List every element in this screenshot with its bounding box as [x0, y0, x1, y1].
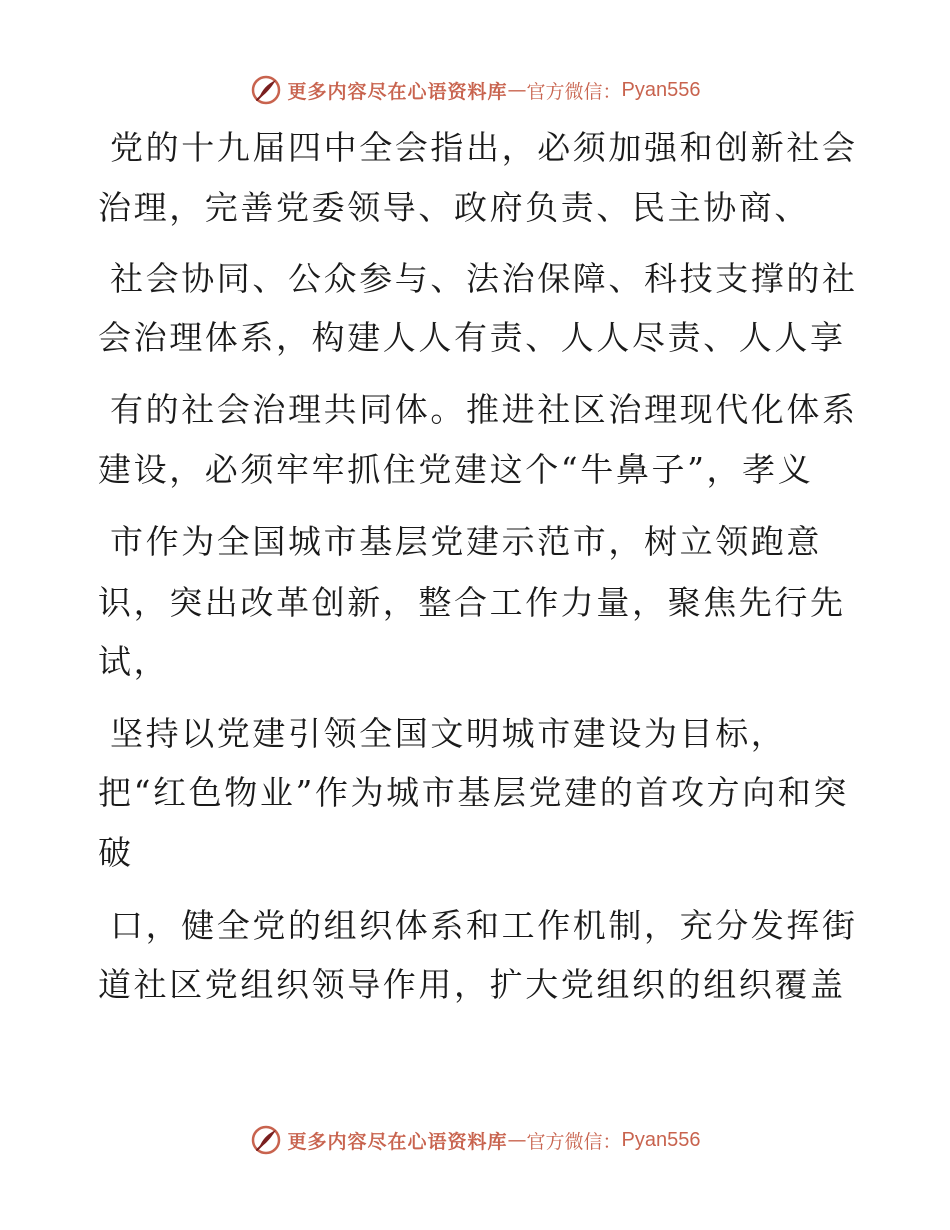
body-line: 会治理体系，构建人人有责、人人尽责、人人享	[98, 318, 846, 357]
banner-site-name: 更多内容尽在心语资料库	[287, 80, 508, 103]
body-line: 试，	[98, 642, 170, 681]
header-banner	[0, 70, 950, 110]
body-line: 把“红色物业”作为城市基层党建的首攻方向和突	[98, 773, 849, 812]
body-line: 市作为全国城市基层党建示范市，树立领跑意	[110, 522, 822, 561]
body-line: 建设，必须牢牢抓住党建这个“牛鼻子”，孝义	[98, 450, 814, 489]
body-line: 党的十九届四中全会指出，必须加强和创新社会	[110, 128, 858, 167]
body-line: 坚持以党建引领全国文明城市建设为目标，	[110, 714, 787, 753]
banner-wechat-id: Pyan556	[621, 1128, 701, 1151]
banner-wechat-label: 官方微信：	[526, 1130, 622, 1153]
banner-site-name: 更多内容尽在心语资料库	[287, 1130, 508, 1153]
banner-wechat-label: 官方微信：	[526, 80, 622, 103]
body-line: 破	[98, 833, 134, 872]
feather-logo-icon	[250, 74, 282, 106]
banner-wechat-id: Pyan556	[621, 78, 701, 101]
banner-dash: —	[507, 79, 527, 101]
body-line: 社会协同、公众参与、法治保障、科技支撑的社	[110, 259, 858, 298]
body-line: 治理，完善党委领导、政府负责、民主协商、	[98, 188, 810, 227]
body-line: 口，健全党的组织体系和工作机制，充分发挥街	[110, 906, 858, 945]
body-line: 有的社会治理共同体。推进社区治理现代化体系	[110, 390, 858, 429]
body-line: 识，突出改革创新，整合工作力量，聚焦先行先	[98, 583, 846, 622]
banner-dash: —	[507, 1129, 527, 1151]
footer-banner	[0, 1120, 950, 1160]
feather-logo-icon	[250, 1124, 282, 1156]
body-line: 道社区党组织领导作用，扩大党组织的组织覆盖	[98, 965, 846, 1004]
